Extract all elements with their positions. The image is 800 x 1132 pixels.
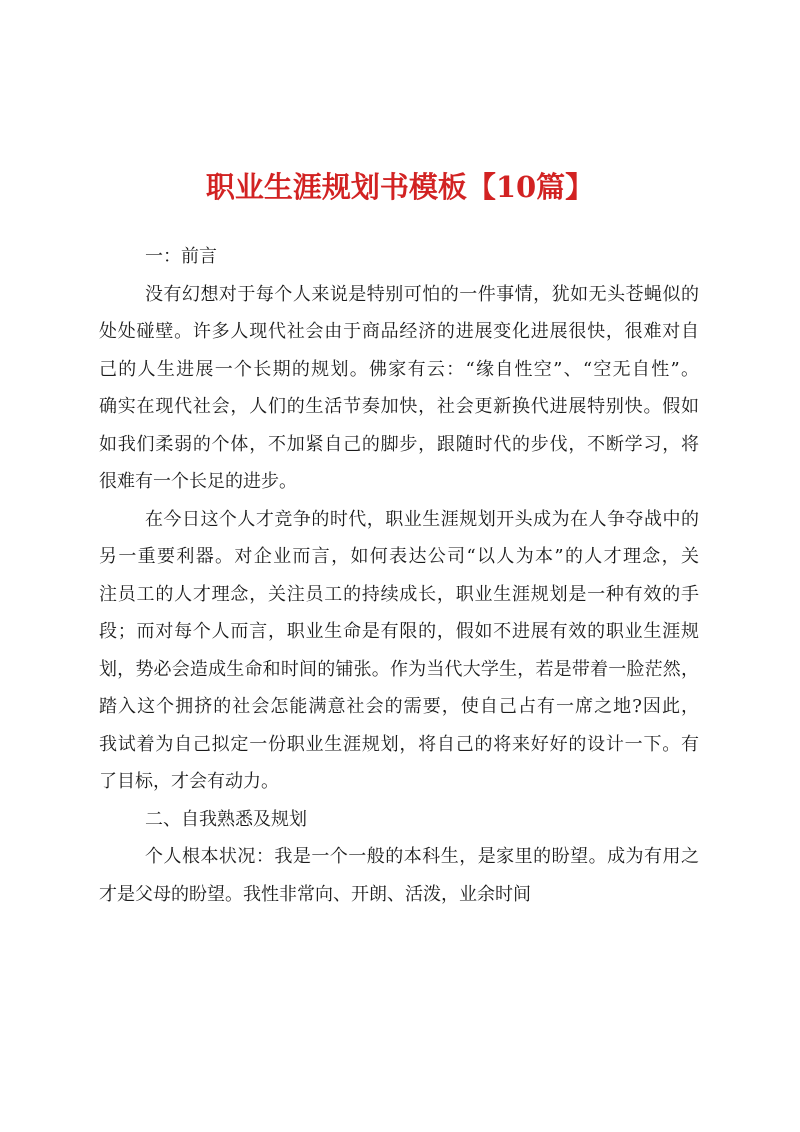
document-title: 职业生涯规划书模板【10篇】	[205, 170, 595, 204]
text-line: 我试着为自己拟定一份职业生涯规划，将自己的将来好好的设计一下。有	[99, 733, 699, 755]
text-line: 二、自我熟悉及规划	[145, 808, 307, 830]
text-line: 确实在现代社会，人们的生活节奏加快，社会更新换代进展特别快。假如	[99, 396, 699, 417]
text-line: 踏入这个拥挤的社会怎能满意社会的需要，使自己占有一席之地?因此，	[99, 696, 699, 717]
text-line: 一：前言	[145, 246, 217, 267]
text-line: 了目标，才会有动力。	[99, 771, 279, 792]
document-body	[99, 238, 699, 913]
text-line: 很难有一个长足的进步。	[99, 471, 297, 492]
paragraph	[99, 838, 699, 913]
text-line: 才是父母的盼望。我性非常向、开朗、活泼，业余时间	[99, 883, 531, 905]
text-line: 另一重要利器。对企业而言，如何表达公司“以人为本”的人才理念，关	[99, 546, 699, 567]
text-line: 划，势必会造成生命和时间的铺张。作为当代大学生，若是带着一脸茫然，	[99, 658, 699, 680]
section-heading-preface	[99, 238, 699, 276]
text-line: 在今日这个人才竞争的时代，职业生涯规划开头成为在人争夺战中的	[145, 508, 699, 530]
paragraph	[99, 501, 699, 801]
text-line: 个人根本状况：我是一个一般的本科生，是家里的盼望。成为有用之	[145, 846, 699, 867]
text-line: 如我们柔弱的个体，不加紧自己的脚步，跟随时代的步伐，不断学习，将	[99, 433, 699, 455]
text-line: 己的人生进展一个长期的规划。佛家有云：“缘自性空”、“空无自性”。	[99, 358, 699, 380]
text-line: 处处碰壁。许多人现代社会由于商品经济的进展变化进展很快，很难对自	[99, 321, 699, 342]
text-line: 段；而对每个人而言，职业生命是有限的，假如不进展有效的职业生涯规	[99, 621, 699, 642]
text-line: 注员工的人才理念，关注员工的持续成长，职业生涯规划是一种有效的手	[99, 583, 699, 605]
paragraph	[99, 276, 699, 501]
section-heading-self-assessment	[99, 801, 699, 839]
text-line: 没有幻想对于每个人来说是特别可怕的一件事情，犹如无头苍蝇似的	[145, 283, 699, 305]
